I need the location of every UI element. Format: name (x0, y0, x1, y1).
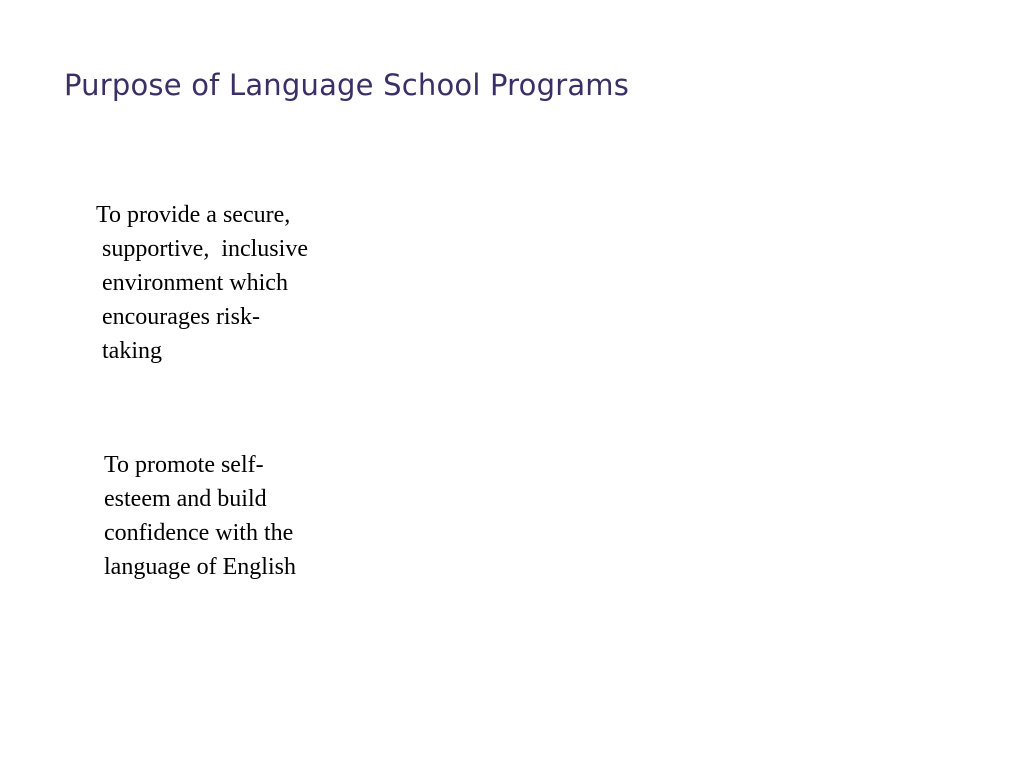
text-line: environment which (96, 270, 288, 296)
text-box-secure-environment (96, 198, 308, 368)
text-line: supportive, inclusive (96, 236, 308, 262)
text-box-self-esteem (104, 448, 296, 584)
text-line: encourages risk- (96, 304, 260, 330)
text-line: taking (96, 338, 162, 364)
text-line: confidence with the (104, 520, 294, 546)
text-line: To provide a secure, (96, 202, 291, 228)
text-line: To promote self- (104, 452, 264, 478)
slide-title: Purpose of Language School Programs (64, 68, 630, 102)
text-line: language of English (104, 554, 296, 580)
text-line: esteem and build (104, 486, 267, 512)
